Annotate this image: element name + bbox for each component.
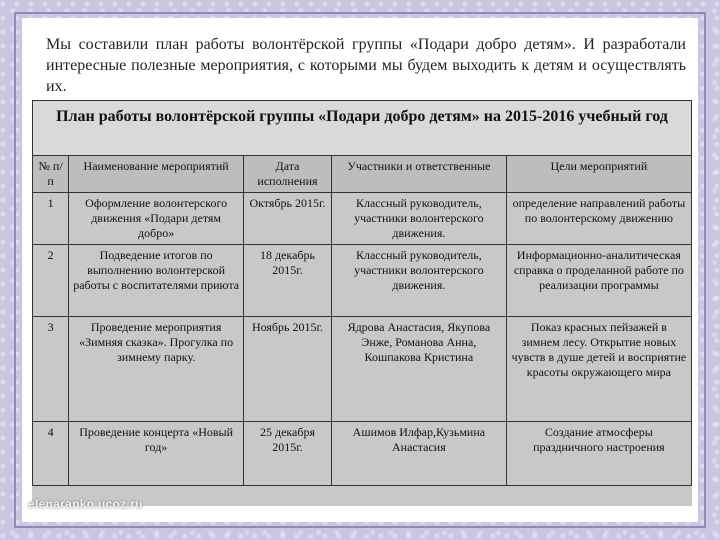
slide (22, 18, 698, 522)
row-goals: определение направлений работы по волонтерскому движению (506, 193, 691, 245)
plan-table (32, 155, 692, 486)
row-date: 18 декабрь 2015г. (244, 245, 332, 317)
row-number: 1 (33, 193, 69, 245)
header-number: № п/п (33, 156, 69, 193)
row-participants: Классный руководитель, участники волонтерского движения. (331, 245, 506, 317)
row-event: Подведение итогов по выполнению волонтерской работы с воспитателями приюта (69, 245, 244, 317)
row-number: 2 (33, 245, 69, 317)
header-event: Наименование мероприятий (69, 156, 244, 193)
row-date: Ноябрь 2015г. (244, 317, 332, 422)
header-goals: Цели мероприятий (506, 156, 691, 193)
row-goals: Создание атмосферы праздничного настроения (506, 422, 691, 486)
row-number: 4 (33, 422, 69, 486)
table-title: План работы волонтёрской группы «Подари добро детям» на 2015-2016 учебный год (32, 100, 692, 156)
header-participants: Участники и ответственные (331, 156, 506, 193)
row-event: Оформление волонтерского движения «Подари детям добро» (69, 193, 244, 245)
row-event: Проведение мероприятия «Зимняя сказка». Прогулка по зимнему парку. (69, 317, 244, 422)
header-date: Дата исполнения (244, 156, 332, 193)
row-participants: Ядрова Анастасия, Якупова Энже, Романова Анна, Кошпакова Кристина (331, 317, 506, 422)
row-goals: Показ красных пейзажей в зимнем лесу. Открытие новых чувств в душе детей и восприятие красоты окружающего мира (506, 317, 691, 422)
table-row (33, 193, 692, 245)
table-row (33, 422, 692, 486)
row-participants: Ашимов Илфар,Кузьмина Анастасия (331, 422, 506, 486)
table-row (33, 245, 692, 317)
intro-paragraph: Мы составили план работы волонтёрской группы «Подари добро детям». И разработали интересные полезные мероприятия, с которыми мы будем выходить к детям и осуществлять их. (46, 36, 686, 95)
row-goals: Информационно-аналитическая справка о проделанной работе по реализации программы (506, 245, 691, 317)
site-watermark: elenaranko.ucoz.ru (28, 497, 143, 511)
row-number: 3 (33, 317, 69, 422)
row-event: Проведение концерта «Новый год» (69, 422, 244, 486)
row-date: Октябрь 2015г. (244, 193, 332, 245)
table-row (33, 317, 692, 422)
row-participants: Классный руководитель, участники волонтерского движения. (331, 193, 506, 245)
table-header-row (33, 156, 692, 193)
row-date: 25 декабря 2015г. (244, 422, 332, 486)
plan-table-container (32, 100, 692, 506)
